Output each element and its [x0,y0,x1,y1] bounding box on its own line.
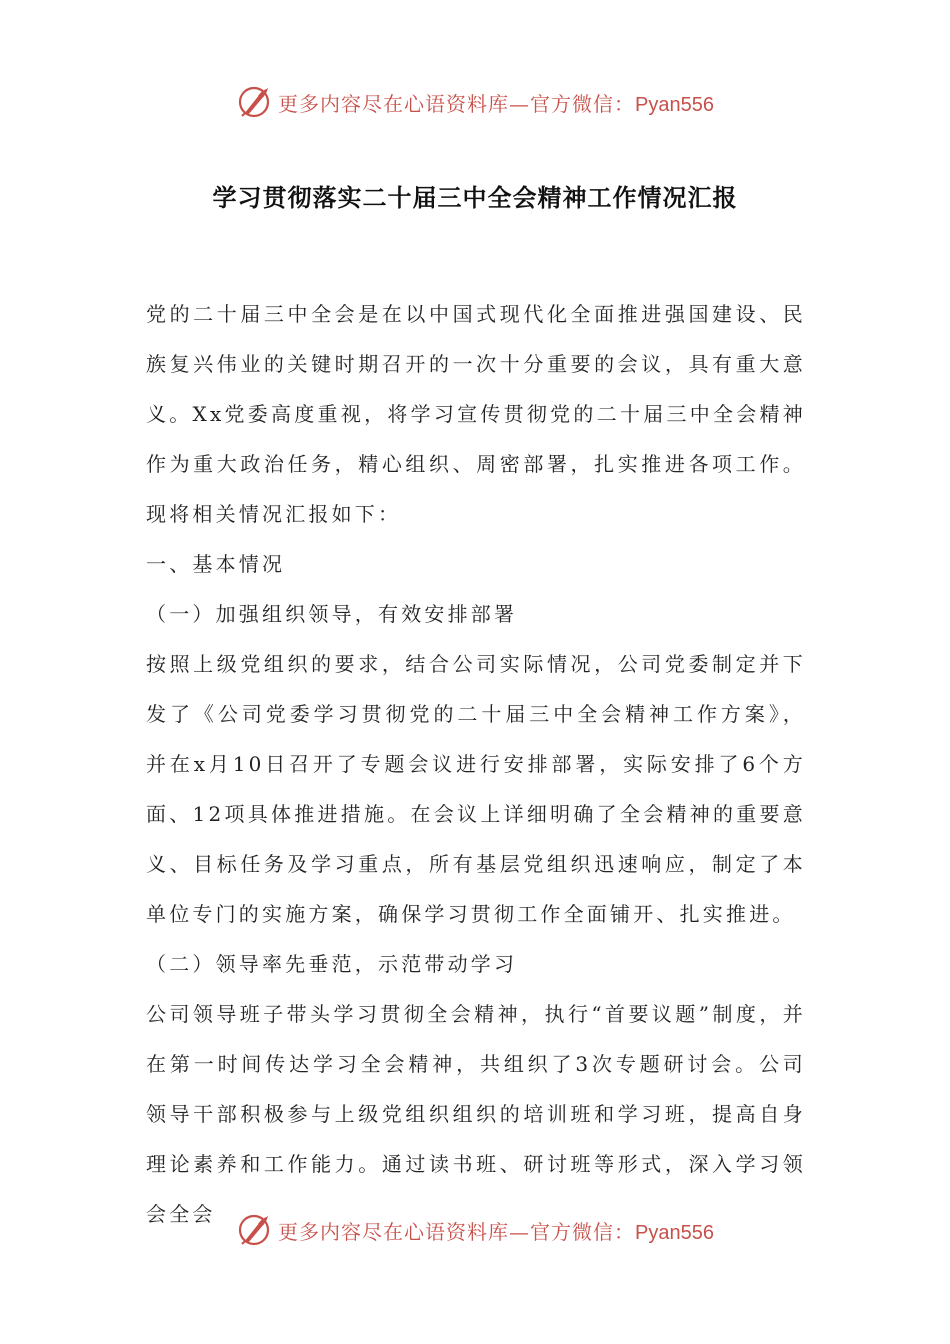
banner-text: 更多内容尽在心语资料库—官方微信：Pyan556 [278,1219,714,1244]
footer-watermark-banner [0,1210,950,1250]
quill-pen-logo-icon [236,84,272,120]
document-body [146,289,806,1239]
subsection-heading-1: （一）加强组织领导，有效安排部署 [146,602,518,626]
quill-pen-logo-icon [236,1212,272,1248]
section-heading-basic-situation: 一、基本情况 [146,552,286,576]
paragraph-leadership: 公司领导班子带头学习贯彻全会精神，执行“首要议题”制度，并在第一时间传达学习全会精神，共组织了3次专题研讨会。公司领导干部积极参与上级党组织组织的培训班和学习班，提高自身理论素养和工作能力。通过读书班、研讨班等形式，深入学习领会全会 [146,1002,806,1226]
document-title: 学习贯彻落实二十届三中全会精神工作情况汇报 [212,183,738,212]
banner-wechat-id: Pyan556 [635,93,714,116]
paragraph-organization: 按照上级党组织的要求，结合公司实际情况，公司党委制定并下发了《公司党委学习贯彻党的二十届三中全会精神工作方案》，并在x月10日召开了专题会议进行安排部署，实际安排了6个方面、12项具体推进措施。在会议上详细明确了全会精神的重要意义、目标任务及学习重点，所有基层党组织迅速响应，制定了本单位专门的实施方案，确保学习贯彻工作全面铺开、扎实推进。 [146,652,806,926]
header-watermark-banner [0,82,950,122]
paragraph-intro: 党的二十届三中全会是在以中国式现代化全面推进强国建设、民族复兴伟业的关键时期召开的一次十分重要的会议，具有重大意义。Xx党委高度重视，将学习宣传贯彻党的二十届三中全会精神作为重大政治任务，精心组织、周密部署，扎实推进各项工作。现将相关情况汇报如下： [146,302,806,526]
subsection-heading-2: （二）领导率先垂范，示范带动学习 [146,952,518,976]
banner-text: 更多内容尽在心语资料库—官方微信：Pyan556 [278,91,714,116]
banner-wechat-id: Pyan556 [635,1221,714,1244]
